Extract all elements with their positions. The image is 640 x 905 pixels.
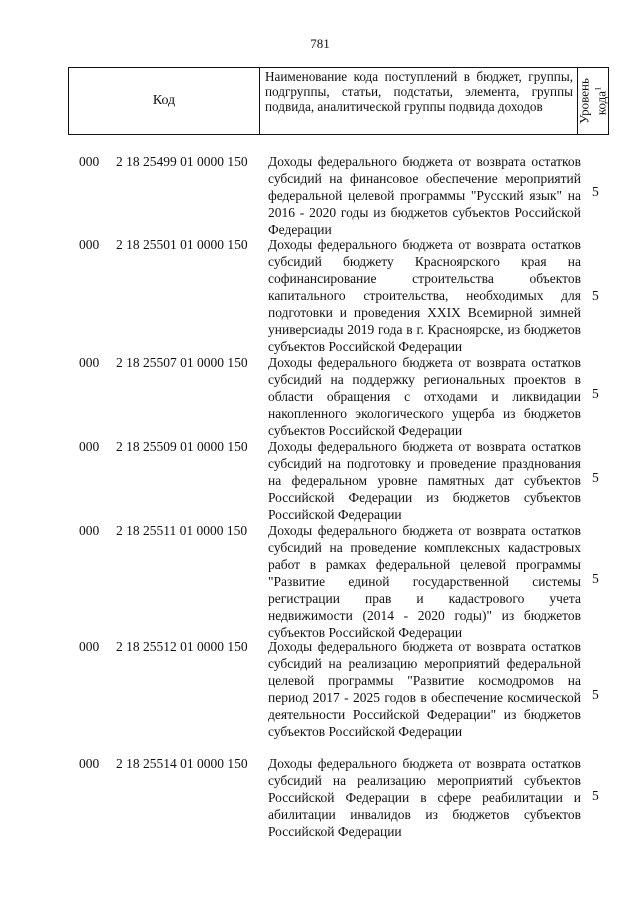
row-name: Доходы федерального бюджета от возврата остатков субсидий на подготовку и проведение празднования на федеральном уровне памятных дат субъектов Российской Федерации из бюджетов субъектов Российской Федерации <box>268 439 581 522</box>
row-prefix: 000 <box>79 439 100 454</box>
row-prefix: 000 <box>79 154 100 169</box>
header-name-cell <box>260 68 578 134</box>
row-level: 5 <box>592 184 599 199</box>
header-name-label: Наименование кода поступлений в бюджет, группы, подгруппы, статьи, подстатьи, элемента, группы подвида, аналитической группы подвида доходов <box>265 69 573 114</box>
header-level-line2: кода <box>593 90 609 116</box>
table-header <box>68 67 609 135</box>
row-code: 2 18 25514 01 0000 150 <box>116 756 248 771</box>
row-name: Доходы федерального бюджета от возврата остатков субсидий на проведение комплексных кадастровых работ в рамках федеральной целевой программы "Развитие единой государственной системы регистрации прав и кадастрового учета недвижимости (2014 - 2020 годы)" из бюджетов субъектов Российской Федерации <box>268 523 581 640</box>
row-code: 2 18 25499 01 0000 150 <box>116 154 248 169</box>
header-code-label: Код <box>152 93 176 108</box>
row-level: 5 <box>592 687 599 702</box>
row-code: 2 18 25511 01 0000 150 <box>116 523 248 538</box>
row-code: 2 18 25509 01 0000 150 <box>116 439 248 454</box>
row-prefix: 000 <box>79 756 100 771</box>
row-name: Доходы федерального бюджета от возврата остатков субсидий на реализацию мероприятий субъектов Российской Федерации в сфере реабилитации и абилитации инвалидов из бюджетов субъектов Российской Федерации <box>268 756 581 839</box>
header-level-footnote: 1 <box>593 86 603 91</box>
row-prefix: 000 <box>79 639 100 654</box>
row-prefix: 000 <box>79 355 100 370</box>
header-level-cell <box>578 68 608 134</box>
header-code-cell <box>69 68 260 134</box>
page-number: 781 <box>310 36 330 51</box>
row-name: Доходы федерального бюджета от возврата остатков субсидий на финансовое обеспечение мероприятий федеральной целевой программы "Русский язык" на 2016 - 2020 годы из бюджетов субъектов Российской Федерации <box>268 154 581 237</box>
row-name: Доходы федерального бюджета от возврата остатков субсидий на поддержку региональных проектов в области обращения с отходами и ликвидации накопленного экологического ущерба из бюджетов субъектов Российской Федерации <box>268 355 581 438</box>
row-code: 2 18 25507 01 0000 150 <box>116 355 248 370</box>
row-name: Доходы федерального бюджета от возврата остатков субсидий на реализацию мероприятий федеральной целевой программы "Развитие космодромов на период 2017 - 2025 годов в обеспечение космической деятельности Российской Федерации" из бюджетов субъектов Российской Федерации <box>268 639 581 739</box>
header-level-line1: Уровень <box>576 78 592 124</box>
row-level: 5 <box>592 571 599 586</box>
row-level: 5 <box>592 288 599 303</box>
header-level-label <box>577 78 608 124</box>
row-code: 2 18 25512 01 0000 150 <box>116 639 248 654</box>
row-level: 5 <box>592 386 599 401</box>
row-name: Доходы федерального бюджета от возврата остатков субсидий бюджету Красноярского края на софинансирование строительства объектов капитального строительства, необходимых для подготовки и проведения XXIX Всемирной зимней универсиады 2019 года в г. Красноярске, из бюджетов субъектов Российской Федерации <box>268 237 581 354</box>
row-level: 5 <box>592 788 599 803</box>
row-prefix: 000 <box>79 523 100 538</box>
row-prefix: 000 <box>79 237 100 252</box>
row-code: 2 18 25501 01 0000 150 <box>116 237 248 252</box>
row-level: 5 <box>592 470 599 485</box>
